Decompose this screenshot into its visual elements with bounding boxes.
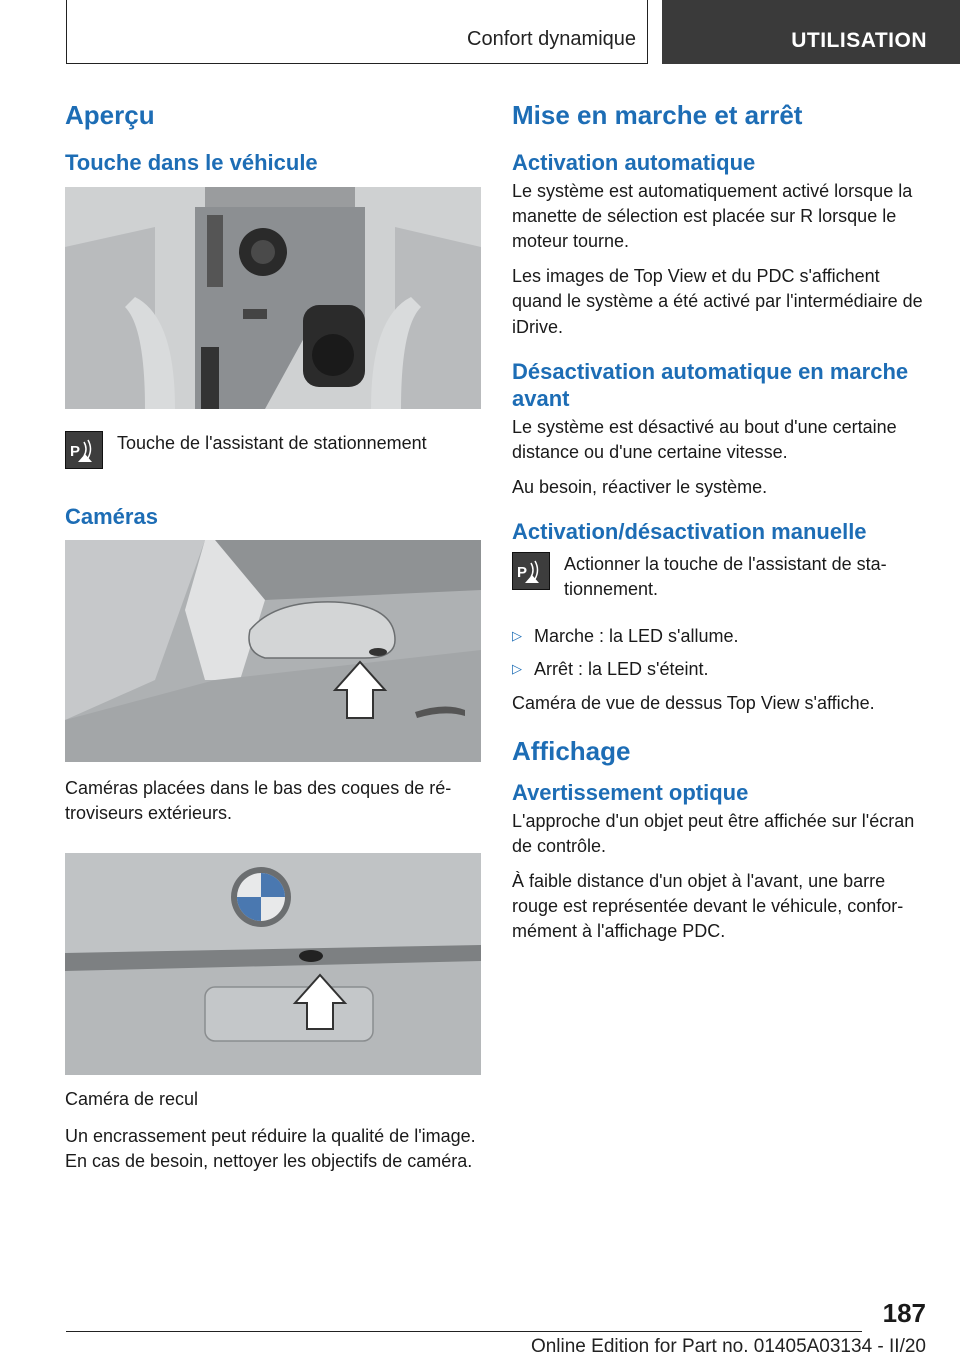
park-assist-button-icon (65, 431, 103, 469)
auto-deactivation-text-2: Au besoin, réactiver le système. (512, 477, 768, 498)
auto-activation-heading: Activation automatique (512, 150, 756, 176)
manual-activation-heading: Activation/désactivation manuelle (512, 519, 867, 545)
visual-warning-heading: Avertissement optique (512, 780, 749, 805)
manual-activation-text: Actionner la touche de l'assistant de stationnement. (564, 553, 887, 600)
visual-warning-text-1: L'approche d'un objet peut être affichée sur l'écran de contrôle. (512, 810, 915, 856)
center-console-photo (65, 187, 481, 409)
svg-text:P: P (517, 563, 528, 581)
side-mirror-camera-photo (65, 540, 481, 762)
right-column (512, 100, 928, 954)
auto-deactivation-text-1: Le système est désactivé au bout d'une certaine distance ou d'une certaine vitesse. (512, 416, 897, 462)
auto-activation-text-1: Le système est automatiquement activé lorsque la manette de sélection est placée sur R lorsque le moteur tourne. (512, 180, 913, 252)
manual-activation-instruction (512, 552, 928, 602)
button-in-vehicle-heading: Touche dans le véhicule (65, 150, 318, 176)
on-off-heading: Mise en marche et arrêt (512, 100, 803, 130)
top-view-note: Caméra de vue de dessus Top View s'affiche. (512, 692, 875, 713)
page-number: 187 (882, 1298, 926, 1328)
list-item: ▷ Arrêt : la LED s'éteint. (512, 657, 928, 682)
header-section-title: Confort dynamique (467, 28, 636, 50)
park-assist-button-caption: Touche de l'assistant de stationnement (117, 432, 427, 453)
visual-warning-text-2: À faible distance d'un objet à l'avant, une barre rouge est représentée devant le véhicule, conformément à l'affichage PDC. (512, 870, 904, 942)
mirror-camera-caption: Caméras placées dans le bas des coques de rétroviseurs extérieurs. (65, 778, 452, 824)
display-heading: Affichage (512, 735, 631, 766)
auto-activation-text-2: Les images de Top View et du PDC s'affichent quand le système a été activé par l'intermédiaire de iDrive. (512, 266, 923, 337)
auto-deactivation-heading: Désactivation automatique en marche avant (512, 358, 909, 412)
rear-camera-photo (65, 853, 481, 1075)
footer-divider (66, 1331, 862, 1332)
footer-edition: Online Edition for Part no. 01405A03134 - II/20 (530, 1336, 926, 1357)
list-item: ▷ Marche : la LED s'allume. (512, 624, 928, 649)
camera-dirt-note: Un encrassement peut réduire la qualité de l'image. En cas de besoin, nettoyer les objectifs de caméra. (65, 1125, 476, 1171)
rear-camera-caption: Caméra de recul (65, 1088, 199, 1109)
park-assist-button-legend (65, 431, 481, 469)
park-assist-button-icon (512, 552, 550, 590)
left-column (65, 100, 481, 1184)
overview-heading: Aperçu (65, 100, 155, 130)
triangle-bullet-icon: ▷ (512, 628, 522, 644)
triangle-bullet-icon: ▷ (512, 661, 522, 677)
header-chapter-tab: UTILISATION (662, 0, 960, 64)
svg-text:P: P (70, 442, 81, 460)
cameras-heading: Caméras (65, 503, 158, 529)
